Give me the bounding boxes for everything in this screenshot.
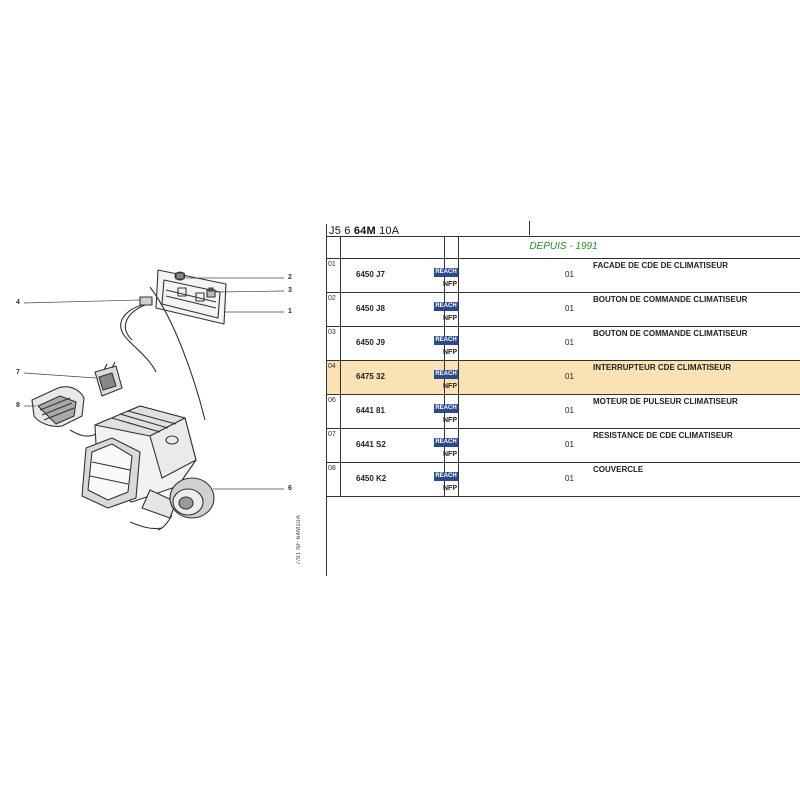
leader-4 xyxy=(24,300,140,303)
part-description: BOUTON DE COMMANDE CLIMATISEUR xyxy=(593,329,748,338)
nfp-label: NFP xyxy=(443,315,457,322)
pos-cell xyxy=(327,429,341,462)
quantity: 01 xyxy=(565,338,574,347)
callout-4: 4 xyxy=(16,299,20,306)
ref-cell xyxy=(341,327,457,360)
part-description: FACADE DE CDE DE CLIMATISEUR xyxy=(593,261,728,270)
quantity: 01 xyxy=(565,304,574,313)
callout-7: 7 xyxy=(16,369,20,376)
banner-text: DEPUIS - 1991 xyxy=(529,241,598,252)
parts-table xyxy=(327,236,800,497)
qty-cell xyxy=(445,429,574,462)
header-tick xyxy=(529,221,530,235)
part-description: COUVERCLE xyxy=(593,465,644,474)
part-reference[interactable]: 6450 J8 xyxy=(356,304,385,313)
part-description: INTERRUPTEUR CDE CLIMATISEUR xyxy=(593,363,732,372)
reach-badge: REACH xyxy=(435,371,457,377)
reach-badge: REACH xyxy=(435,303,457,309)
position-number: 01 xyxy=(328,261,336,268)
desc-cell xyxy=(459,463,800,496)
part-description: BOUTON DE COMMANDE CLIMATISEUR xyxy=(593,295,748,304)
position-number: 04 xyxy=(328,363,336,370)
catalog-code-bold: 64M xyxy=(353,225,376,237)
table-row[interactable] xyxy=(327,293,800,327)
table-row[interactable] xyxy=(327,395,800,429)
position-number: 03 xyxy=(328,329,336,336)
desc-cell xyxy=(459,361,800,394)
quantity: 01 xyxy=(565,372,574,381)
callout-3: 3 xyxy=(288,287,292,294)
reach-badge: REACH xyxy=(435,405,457,411)
nfp-label: NFP xyxy=(443,281,457,288)
desc-cell xyxy=(459,259,800,292)
cover-part xyxy=(32,387,96,436)
position-number: 02 xyxy=(328,295,336,302)
quantity: 01 xyxy=(565,474,574,483)
desc-cell xyxy=(459,395,800,428)
part-reference[interactable]: 6441 S2 xyxy=(356,440,386,449)
qty-cell xyxy=(445,259,574,292)
table-row[interactable] xyxy=(327,463,800,497)
reach-badge: REACH xyxy=(435,269,457,275)
part-reference[interactable]: 6441 81 xyxy=(356,406,385,415)
pos-cell xyxy=(327,293,341,326)
part-description: MOTEUR DE PULSEUR CLIMATISEUR xyxy=(593,397,738,406)
quantity: 01 xyxy=(565,440,574,449)
table-row[interactable] xyxy=(327,259,800,293)
quantity: 01 xyxy=(565,270,574,279)
resistor-part xyxy=(95,362,122,396)
nfp-label: NFP xyxy=(443,383,457,390)
pos-cell xyxy=(327,327,341,360)
qty-cell xyxy=(445,361,574,394)
callout-6: 6 xyxy=(288,485,292,492)
part-reference[interactable]: 6450 J7 xyxy=(356,270,385,279)
part-reference[interactable]: 6475 32 xyxy=(356,372,385,381)
desc-cell xyxy=(459,293,800,326)
desc-cell xyxy=(459,429,800,462)
qty-cell xyxy=(445,395,574,428)
ref-cell xyxy=(341,395,457,428)
table-row[interactable] xyxy=(327,361,800,395)
callout-1: 1 xyxy=(288,308,292,315)
position-number: 07 xyxy=(328,431,336,438)
catalog-header xyxy=(329,221,800,235)
qty-cell xyxy=(445,463,574,496)
catalog-code-prefix: J5 6 xyxy=(329,225,354,237)
pos-cell xyxy=(327,259,341,292)
exploded-diagram xyxy=(0,240,320,580)
parts-rows xyxy=(327,259,800,497)
nfp-label: NFP xyxy=(443,485,457,492)
qty-cell xyxy=(445,327,574,360)
reach-badge: REACH xyxy=(435,473,457,479)
part-reference[interactable]: 6450 J9 xyxy=(356,338,385,347)
ref-cell xyxy=(341,293,457,326)
pos-cell xyxy=(327,463,341,496)
reach-badge: REACH xyxy=(435,439,457,445)
diagram-drawing xyxy=(0,240,320,580)
ref-cell xyxy=(341,259,457,292)
part-description: RESISTANCE DE CDE CLIMATISEUR xyxy=(593,431,733,440)
nfp-label: NFP xyxy=(443,349,457,356)
reach-badge: REACH xyxy=(435,337,457,343)
position-number: 08 xyxy=(328,465,336,472)
desc-cell xyxy=(459,327,800,360)
table-row[interactable] xyxy=(327,429,800,463)
callout-8: 8 xyxy=(16,402,20,409)
ref-cell xyxy=(341,463,457,496)
nfp-label: NFP xyxy=(443,417,457,424)
qty-cell xyxy=(445,293,574,326)
nfp-label: NFP xyxy=(443,451,457,458)
leader-7 xyxy=(24,373,96,378)
catalog-code-suffix: 10A xyxy=(375,225,400,237)
pos-cell xyxy=(327,361,341,394)
table-row[interactable] xyxy=(327,327,800,361)
position-number: 06 xyxy=(328,397,336,404)
callout-2: 2 xyxy=(288,274,292,281)
ref-cell xyxy=(341,429,457,462)
ref-cell xyxy=(341,361,457,394)
pos-cell xyxy=(327,395,341,428)
date-banner xyxy=(327,236,800,259)
side-reference: 7/91 NF 64M10A xyxy=(296,515,302,565)
quantity: 01 xyxy=(565,406,574,415)
part-reference[interactable]: 6450 K2 xyxy=(356,474,387,483)
